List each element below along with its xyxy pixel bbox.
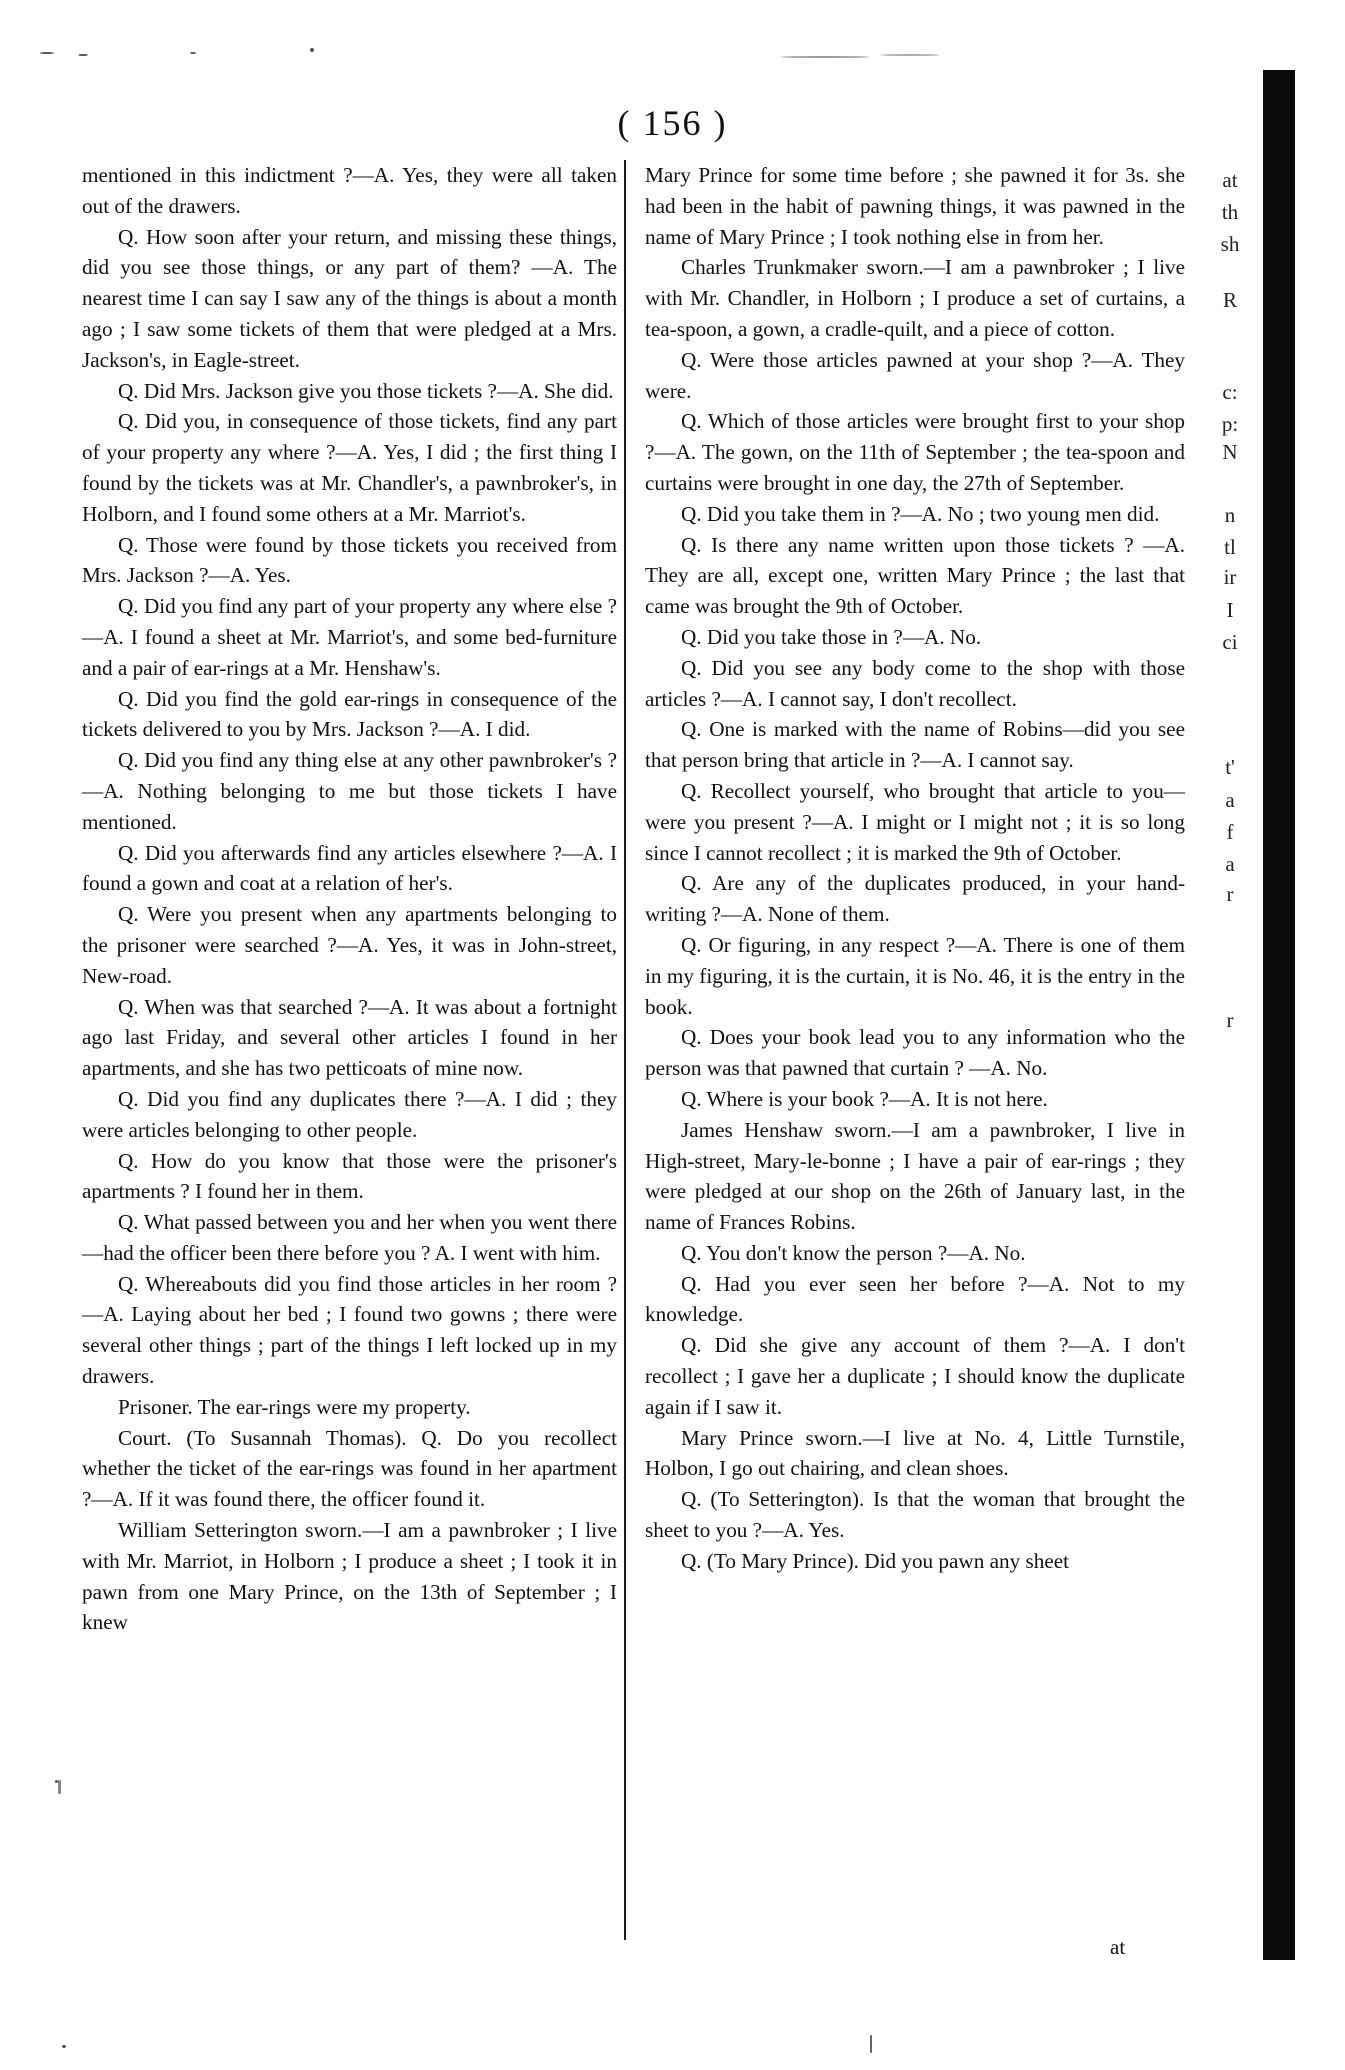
- margin-fragment: t': [1225, 755, 1235, 779]
- paragraph: Q. Where is your book ?—A. It is not here.: [681, 1086, 1048, 1111]
- print-speck: [62, 2045, 66, 2048]
- paragraph: Q. Did you see any body come to the shop with those articles ?—A. I cannot say, I don't recollect.: [645, 655, 1185, 711]
- paragraph: Q. Or figuring, in any respect ?—A. There is one of them in my figuring, it is the curtain, it is No. 46, it is the entry in the book.: [645, 932, 1185, 1019]
- paragraph: Q. You don't know the person ?—A. No.: [681, 1240, 1026, 1265]
- paragraph: Q. Were you present when any apartments belonging to the prisoner were searched ?—A. Yes, it was in John-street, New-road.: [82, 902, 617, 988]
- paragraph: Q. Did you find any part of your property any where else ?—A. I found a sheet at Mr. Marriot's, and some bed-furniture and a pair of ear-rings at a Mr. Henshaw's.: [82, 594, 617, 680]
- margin-fragment: sh: [1220, 232, 1240, 256]
- margin-fragment: I: [1226, 598, 1234, 622]
- paragraph: Mary Prince sworn.—I live at No. 4, Little Turnstile, Holbon, I go out chairing, and clean shoes.: [645, 1425, 1185, 1481]
- print-speck: [880, 54, 940, 56]
- margin-fragment: p:: [1221, 412, 1239, 436]
- paragraph: Q. (To Setterington). Is that the woman that brought the sheet to you ?—A. Yes.: [645, 1487, 1185, 1543]
- paragraph: Q. Were those articles pawned at your shop ?—A. They were.: [645, 347, 1185, 403]
- paragraph: Q. How do you know that those were the prisoner's apartments ? I found her in them.: [82, 1148, 617, 1204]
- paragraph: Q. Did she give any account of them ?—A. I don't recollect ; I gave her a duplicate ; I should know the duplicate again if I saw it.: [645, 1333, 1185, 1419]
- margin-fragment: c:: [1222, 380, 1238, 404]
- paragraph: Q. Did you find the gold ear-rings in consequence of the tickets delivered to you by Mrs. Jackson ?—A. I did.: [82, 686, 617, 742]
- margin-fragment: n: [1224, 503, 1236, 527]
- margin-fragment: ir: [1223, 565, 1237, 589]
- paragraph: Q. Which of those articles were brought first to your shop ?—A. The gown, on the 11th of September ; the tea-spoon and curtains were brought in one day, the 27th of September.: [645, 409, 1185, 495]
- paragraph: James Henshaw sworn.—I am a pawnbroker, I live in High-street, Mary-le-bonne ; I have a pair of ear-rings ; they were pledged at our shop on the 26th of January last, in the name of Frances Robins.: [645, 1117, 1185, 1235]
- print-speck: [190, 52, 196, 54]
- print-speck: [78, 54, 88, 56]
- catchword: at: [1110, 1935, 1126, 1959]
- paragraph: Q. Had you ever seen her before ?—A. Not to my knowledge.: [645, 1271, 1185, 1327]
- binding-shadow-bar: [1263, 70, 1295, 1960]
- paragraph: Q. Did you afterwards find any articles elsewhere ?—A. I found a gown and coat at a relation of her's.: [82, 840, 617, 896]
- paragraph: mentioned in this indictment ?—A. Yes, they were all taken out of the drawers.: [82, 163, 617, 218]
- print-speck: [40, 52, 54, 54]
- page-number: ( 156 ): [617, 103, 728, 143]
- paragraph: Q. (To Mary Prince). Did you pawn any sheet: [681, 1548, 1070, 1573]
- print-speck: [58, 1780, 61, 1794]
- paragraph: Court. (To Susannah Thomas). Q. Do you recollect whether the ticket of the ear-rings was found in her apartment ?—A. If it was found there, the officer found it.: [82, 1425, 617, 1512]
- paragraph: Q. Did you find any duplicates there ?—A. I did ; they were articles belonging to other people.: [82, 1086, 617, 1142]
- margin-fragment: a: [1225, 852, 1235, 876]
- margin-fragment: r: [1226, 1008, 1234, 1032]
- paragraph: Q. Did you, in consequence of those tickets, find any part of your property any where ?—A. Yes, I did ; the first thing I found by the tickets was at Mr. Chandler's, a pawnbroker's, in Holborn, and I found some others at a Mr. Marriot's.: [82, 409, 617, 526]
- margin-fragment: f: [1226, 820, 1234, 844]
- paragraph: Charles Trunkmaker sworn.—I am a pawnbroker ; I live with Mr. Chandler, in Holborn ; I produce a set of curtains, a tea-spoon, a gown, a cradle-quilt, and a piece of cotton.: [645, 255, 1185, 341]
- margin-fragment: at: [1222, 168, 1238, 192]
- paragraph: Q. Whereabouts did you find those articles in her room ?—A. Laying about her bed ; I found two gowns ; there were several other things ; part of the things I left locked up in my drawers.: [82, 1271, 617, 1389]
- margin-fragment: N: [1222, 440, 1238, 464]
- paragraph: Q. Those were found by those tickets you received from Mrs. Jackson ?—A. Yes.: [82, 532, 617, 588]
- paragraph: Q. One is marked with the name of Robins—did you see that person bring that article in ?—A. I cannot say.: [645, 717, 1185, 773]
- paragraph: Q. Did you take those in ?—A. No.: [681, 624, 982, 649]
- paragraph: Q. Did Mrs. Jackson give you those tickets ?—A. She did.: [118, 378, 614, 403]
- paragraph: Prisoner. The ear-rings were my property.: [118, 1394, 471, 1419]
- margin-fragment: R: [1222, 288, 1237, 312]
- paragraph: Q. Are any of the duplicates produced, in your hand-writing ?—A. None of them.: [645, 871, 1185, 927]
- right-column: [645, 160, 1185, 1577]
- print-speck: [870, 2035, 872, 2053]
- margin-fragment: th: [1221, 200, 1239, 224]
- paragraph: Q. Does your book lead you to any information who the person was that pawned that curtain ? —A. No.: [645, 1025, 1185, 1081]
- paragraph: Q. Is there any name written upon those tickets ? —A. They are all, except one, written Mary Prince ; the last that came was brought the 9th of October.: [645, 532, 1185, 619]
- column-rule: [624, 160, 626, 1940]
- print-speck: [780, 56, 870, 58]
- margin-fragment: a: [1225, 788, 1235, 812]
- paragraph: Q. How soon after your return, and missing these things, did you see those things, or any part of them? —A. The nearest time I can say I saw any of the things is about a month ago ; I saw some tickets of them that were pledged at a Mrs. Jackson's, in Eagle-street.: [82, 224, 617, 372]
- margin-fragment: ci: [1222, 630, 1238, 654]
- paragraph: Q. Did you find any thing else at any other pawnbroker's ?—A. Nothing belonging to me but those tickets I have mentioned.: [82, 748, 617, 834]
- print-speck: [310, 48, 314, 52]
- paragraph: Q. When was that searched ?—A. It was about a fortnight ago last Friday, and several other articles I found in her apartments, and she has two petticoats of mine now.: [82, 994, 617, 1081]
- left-column: [82, 160, 617, 1638]
- paragraph: Mary Prince for some time before ; she pawned it for 3s. she had been in the habit of pawning things, it was pawned in the name of Mary Prince ; I took nothing else in from her.: [645, 163, 1185, 249]
- paragraph: Q. What passed between you and her when you went there—had the officer been there before you ? A. I went with him.: [82, 1210, 617, 1265]
- paragraph: Q. Recollect yourself, who brought that article to you—were you present ?—A. I might or I might not ; it is so long since I cannot recollect ; it is marked the 9th of October.: [645, 778, 1185, 865]
- paragraph: Q. Did you take them in ?—A. No ; two young men did.: [681, 501, 1160, 526]
- paragraph: William Setterington sworn.—I am a pawnbroker ; I live with Mr. Marriot, in Holborn ; I produce a sheet ; I took it in pawn from one Mary Prince, on the 13th of September ; I knew: [82, 1518, 617, 1635]
- margin-fragment: tl: [1224, 535, 1236, 559]
- margin-fragment: r: [1226, 882, 1234, 906]
